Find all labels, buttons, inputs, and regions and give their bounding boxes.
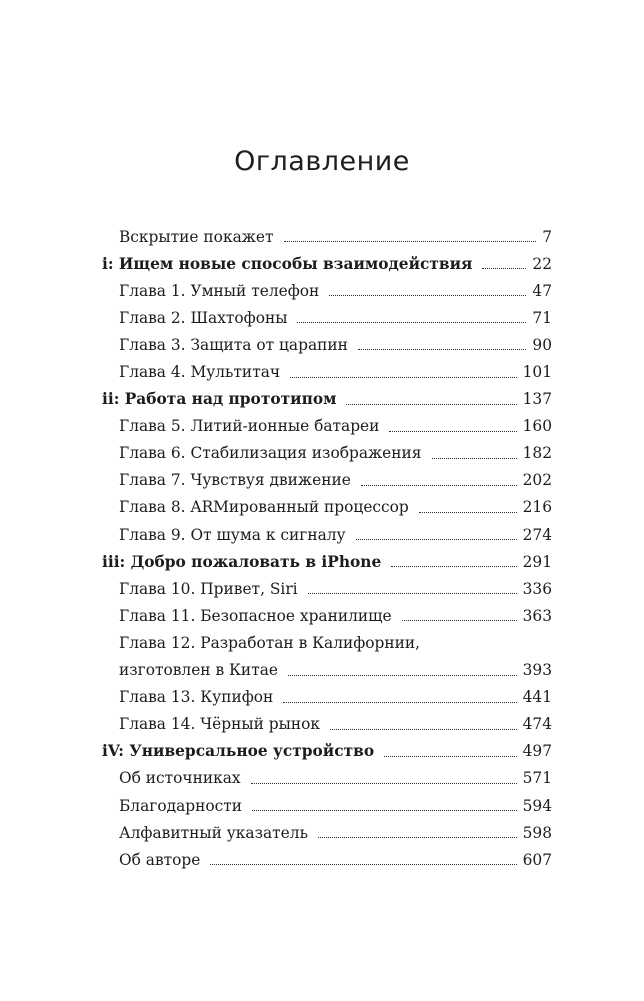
toc-entry[interactable]	[102, 575, 552, 602]
toc-page-number: 90	[532, 335, 552, 354]
toc-entry-label: Глава 12. Разработан в Калифорнии,	[119, 633, 421, 652]
toc-entry-label: Благодарности	[119, 796, 243, 815]
dot-leader	[290, 377, 517, 378]
toc-entry[interactable]	[102, 684, 552, 711]
toc-entry[interactable]	[102, 494, 552, 521]
toc-page-number: 441	[522, 688, 552, 707]
dot-leader	[402, 620, 517, 621]
toc-page-number: 607	[522, 850, 552, 869]
dot-leader	[361, 485, 517, 486]
dot-leader	[288, 675, 517, 676]
toc-entry[interactable]	[102, 440, 552, 467]
toc-entry-label: Вскрытие покажет	[119, 227, 274, 246]
dot-leader	[419, 512, 517, 513]
toc-entry-label: Алфавитный указатель	[119, 823, 308, 842]
toc-entry-label: Глава 6. Стабилизация изображения	[119, 444, 422, 463]
toc-entry-label: Глава 13. Купифон	[119, 688, 274, 707]
dot-leader	[389, 431, 516, 432]
toc-page-number: 160	[522, 417, 552, 436]
dot-leader	[346, 404, 516, 405]
toc-entry-label: Глава 2. Шахтофоны	[119, 308, 288, 327]
toc-entry-label: Глава 7. Чувствуя движение	[119, 471, 351, 490]
dot-leader	[482, 268, 526, 269]
toc-entry[interactable]	[102, 846, 552, 873]
dot-leader	[283, 702, 516, 703]
toc-page-number: 598	[522, 823, 552, 842]
toc-section-entry[interactable]	[102, 548, 552, 575]
toc-entry-label: ii: Работа над прототипом	[102, 390, 337, 409]
toc-page-number: 594	[522, 796, 552, 815]
toc-entry-label: iii: Добро пожаловать в iPhone	[102, 552, 382, 571]
toc-page-number: 202	[522, 471, 552, 490]
toc-entry[interactable]	[102, 358, 552, 385]
toc-entry-label: Глава 5. Литий-ионные батареи	[119, 417, 380, 436]
toc-entry-label: Глава 10. Привет, Siri	[119, 579, 298, 598]
toc-section-entry[interactable]	[102, 250, 552, 277]
toc-entry-label: iV: Универсальное устройство	[102, 742, 375, 761]
toc-entry-label: Глава 11. Безопасное хранилище	[119, 606, 392, 625]
toc-entry[interactable]	[102, 277, 552, 304]
toc-section-entry[interactable]	[102, 386, 552, 413]
toc-page-number: 22	[532, 254, 552, 273]
dot-leader	[391, 566, 516, 567]
dot-leader	[358, 349, 526, 350]
toc-entry[interactable]	[102, 602, 552, 629]
toc-page-number: 7	[542, 227, 552, 246]
table-of-contents	[102, 223, 552, 873]
toc-section-entry[interactable]	[102, 738, 552, 765]
dot-leader	[384, 756, 517, 757]
toc-entry-label: Глава 8. ARMированный процессор	[119, 498, 409, 517]
toc-page-number: 182	[522, 444, 552, 463]
dot-leader	[252, 810, 517, 811]
toc-entry[interactable]	[102, 765, 552, 792]
toc-page-number: 363	[522, 606, 552, 625]
toc-entry[interactable]	[102, 304, 552, 331]
dot-leader	[318, 837, 517, 838]
toc-entry[interactable]	[102, 629, 552, 656]
page-title: Оглавление	[234, 146, 410, 177]
toc-entry[interactable]	[102, 467, 552, 494]
toc-entry-label: Глава 4. Мультитач	[119, 363, 281, 382]
toc-page-number: 497	[522, 742, 552, 761]
toc-entry-label: Глава 3. Защита от царапин	[119, 335, 348, 354]
toc-entry[interactable]	[102, 792, 552, 819]
toc-entry[interactable]	[102, 413, 552, 440]
dot-leader	[284, 241, 537, 242]
toc-entry-label: i: Ищем новые способы взаимодействия	[102, 254, 473, 273]
toc-entry-label: изготовлен в Китае	[119, 661, 278, 680]
toc-entry-label: Глава 1. Умный телефон	[119, 281, 320, 300]
toc-entry[interactable]	[102, 819, 552, 846]
toc-page-number: 216	[522, 498, 552, 517]
toc-page-number: 336	[522, 579, 552, 598]
toc-page-number: 137	[522, 390, 552, 409]
toc-page-number: 474	[522, 715, 552, 734]
toc-entry-label: Глава 9. От шума к сигналу	[119, 525, 346, 544]
dot-leader	[308, 593, 517, 594]
toc-page-number: 274	[522, 525, 552, 544]
toc-entry-label: Об источниках	[119, 769, 241, 788]
toc-page-number: 571	[522, 769, 552, 788]
dot-leader	[356, 539, 517, 540]
dot-leader	[329, 295, 526, 296]
toc-entry[interactable]	[102, 521, 552, 548]
toc-entry-label: Об авторе	[119, 850, 201, 869]
toc-entry[interactable]	[102, 223, 552, 250]
toc-entry-label: Глава 14. Чёрный рынок	[119, 715, 321, 734]
dot-leader	[210, 864, 516, 865]
toc-page-number: 47	[532, 281, 552, 300]
dot-leader	[251, 783, 517, 784]
toc-page-number: 291	[522, 552, 552, 571]
toc-page-number: 71	[532, 308, 552, 327]
dot-leader	[330, 729, 517, 730]
toc-page-number: 393	[522, 661, 552, 680]
toc-entry[interactable]	[102, 331, 552, 358]
dot-leader	[297, 322, 526, 323]
toc-entry[interactable]	[102, 657, 552, 684]
toc-entry[interactable]	[102, 711, 552, 738]
toc-page-number: 101	[522, 363, 552, 382]
dot-leader	[432, 458, 517, 459]
